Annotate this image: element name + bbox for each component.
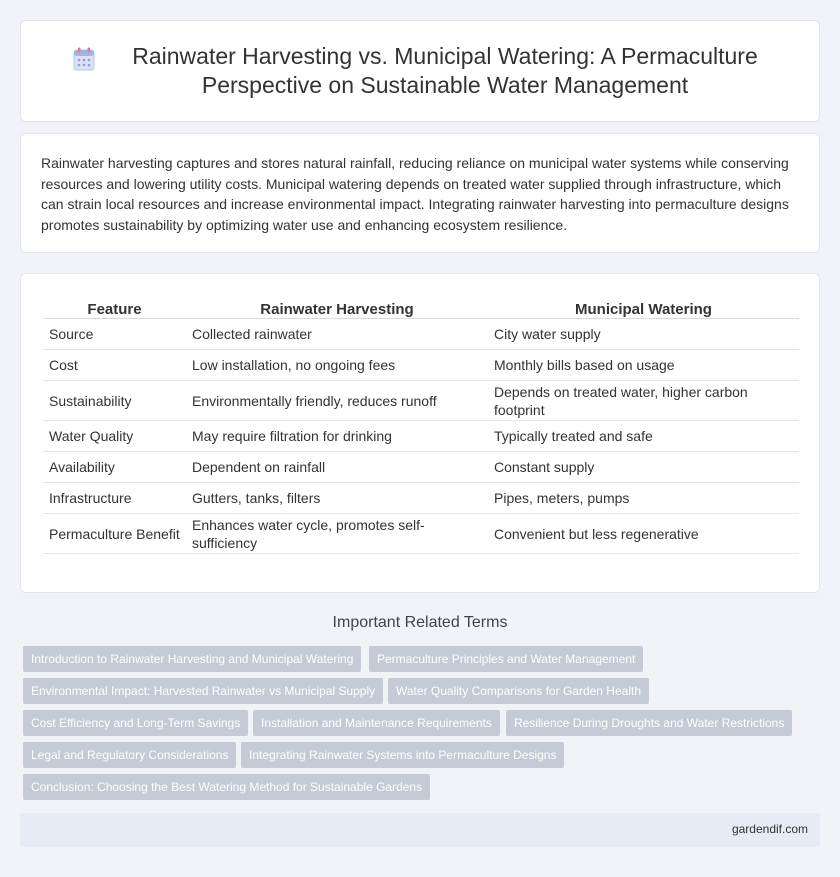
footer-site-link[interactable]: gardendif.com <box>731 822 808 836</box>
cell-feature: Infrastructure <box>43 483 186 514</box>
cell-municipal: Constant supply <box>488 452 799 483</box>
cell-municipal: City water supply <box>488 319 799 350</box>
cell-rainwater: Dependent on rainfall <box>186 452 488 483</box>
title-card <box>20 20 820 122</box>
intro-card <box>20 133 820 253</box>
related-term-tag[interactable]: Installation and Maintenance Requirements <box>253 710 500 736</box>
header-rainwater: Rainwater Harvesting <box>186 298 488 319</box>
table-row <box>43 381 799 421</box>
cell-municipal: Depends on treated water, higher carbon footprint <box>488 381 799 421</box>
related-term-tag[interactable]: Resilience During Droughts and Water Restrictions <box>506 710 792 736</box>
header-municipal: Municipal Watering <box>488 298 799 319</box>
cell-municipal: Pipes, meters, pumps <box>488 483 799 514</box>
intro-paragraph: Rainwater harvesting captures and stores natural rainfall, reducing reliance on municipal water systems while conserving resources and lowering utility costs. Municipal watering depends on treated water supplied through infrastructure, which can strain local resources and increase environmental impact. Integrating rainwater harvesting into permaculture designs promotes sustainability by optimizing water use and enhancing ecosystem resilience. <box>41 155 789 233</box>
related-term-tag[interactable]: Conclusion: Choosing the Best Watering Method for Sustainable Gardens <box>23 774 430 800</box>
related-term-tag[interactable]: Water Quality Comparisons for Garden Health <box>388 678 649 704</box>
cell-rainwater: May require filtration for drinking <box>186 421 488 452</box>
related-terms-heading: Important Related Terms <box>332 614 508 631</box>
table-row <box>43 483 799 514</box>
cell-rainwater: Environmentally friendly, reduces runoff <box>186 381 488 421</box>
related-term-tag[interactable]: Permaculture Principles and Water Management <box>369 646 643 672</box>
cell-municipal: Convenient but less regenerative <box>488 514 799 554</box>
cell-rainwater: Collected rainwater <box>186 319 488 350</box>
cell-rainwater: Enhances water cycle, promotes self-sufficiency <box>186 514 488 554</box>
cell-rainwater: Gutters, tanks, filters <box>186 483 488 514</box>
cell-municipal: Monthly bills based on usage <box>488 350 799 381</box>
page-title: Rainwater Harvesting vs. Municipal Watering: A Permaculture Perspective on Sustainable Water Management <box>132 43 758 98</box>
cell-feature: Source <box>43 319 186 350</box>
cell-municipal: Typically treated and safe <box>488 421 799 452</box>
cell-feature: Sustainability <box>43 381 186 421</box>
comparison-card <box>20 273 820 593</box>
table-row <box>43 421 799 452</box>
table-row <box>43 514 799 554</box>
related-term-tag[interactable]: Introduction to Rainwater Harvesting and Municipal Watering <box>23 646 361 672</box>
related-term-tag[interactable]: Environmental Impact: Harvested Rainwater vs Municipal Supply <box>23 678 383 704</box>
table-header-row <box>43 298 799 319</box>
header-feature: Feature <box>43 298 186 319</box>
cell-feature: Cost <box>43 350 186 381</box>
cell-feature: Permaculture Benefit <box>43 514 186 554</box>
table-row <box>43 452 799 483</box>
footer-bar <box>20 813 820 847</box>
related-term-tag[interactable]: Cost Efficiency and Long-Term Savings <box>23 710 248 736</box>
table-row <box>43 319 799 350</box>
cell-rainwater: Low installation, no ongoing fees <box>186 350 488 381</box>
related-term-tag[interactable]: Integrating Rainwater Systems into Permaculture Designs <box>241 742 564 768</box>
related-term-tag[interactable]: Legal and Regulatory Considerations <box>23 742 236 768</box>
comparison-table <box>43 298 799 554</box>
cell-feature: Availability <box>43 452 186 483</box>
cell-feature: Water Quality <box>43 421 186 452</box>
table-row <box>43 350 799 381</box>
